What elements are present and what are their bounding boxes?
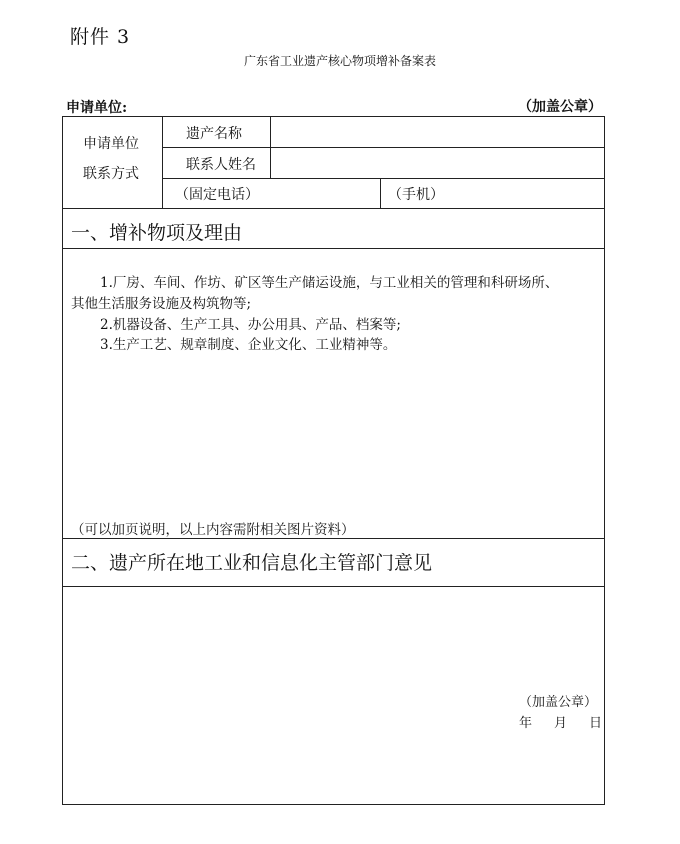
date-year: 年 <box>519 716 533 731</box>
row-divider <box>63 208 605 209</box>
row-divider <box>63 538 605 539</box>
column-divider <box>270 117 271 178</box>
date-month: 月 <box>554 716 568 731</box>
applicant-label: 申请单位: <box>66 100 128 116</box>
stamp-label: （加盖公章） <box>518 99 602 115</box>
heritage-name-label: 遗产名称 <box>186 126 242 142</box>
landline-label: （固定电话） <box>175 187 259 203</box>
form-table <box>62 116 605 805</box>
section2-stamp: （加盖公章） <box>519 695 598 710</box>
row-divider <box>162 147 605 148</box>
section1-title: 一、增补物项及理由 <box>71 222 243 244</box>
column-divider <box>162 117 163 208</box>
form-title: 广东省工业遗产核心物项增补备案表 <box>243 54 436 68</box>
contact-person-label: 联系人姓名 <box>186 157 256 173</box>
mobile-label: （手机） <box>388 187 444 203</box>
contact-method-label: 联系方式 <box>83 166 139 182</box>
section1-line: 其他生活服务设施及构筑物等; <box>71 296 252 312</box>
applicant-unit-label: 申请单位 <box>83 136 139 152</box>
section1-line: 1.厂房、车间、作坊、矿区等生产储运设施，与工业相关的管理和科研场所、 <box>100 275 559 291</box>
section2-title: 二、遗产所在地工业和信息化主管部门意见 <box>71 552 433 574</box>
row-divider <box>63 248 605 249</box>
section1-line: 2.机器设备、生产工具、办公用具、产品、档案等; <box>100 317 401 333</box>
attachment-label: 附件 3 <box>70 26 131 48</box>
row-divider <box>63 586 605 587</box>
section1-line: 3.生产工艺、规章制度、企业文化、工业精神等。 <box>100 337 397 353</box>
section1-note: （可以加页说明，以上内容需附相关图片资料） <box>71 522 355 538</box>
date-day: 日 <box>589 716 603 731</box>
row-divider <box>162 178 605 179</box>
column-divider <box>380 178 381 208</box>
